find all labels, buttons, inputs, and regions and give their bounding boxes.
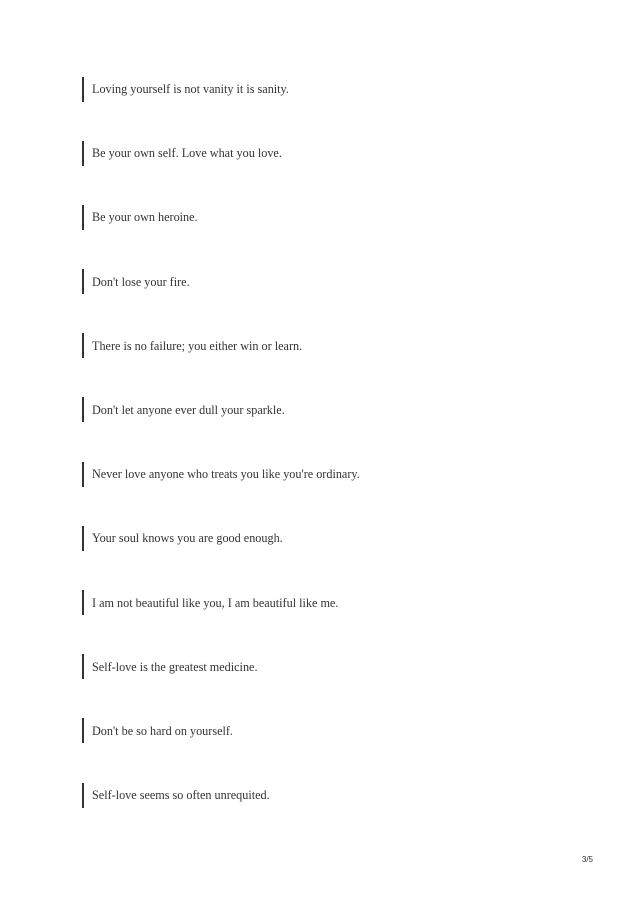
quote-item (82, 204, 360, 230)
quote-text: Loving yourself is not vanity it is sanity. (92, 82, 289, 96)
page-number: 3/5 (581, 855, 593, 864)
quote-text: Be your own heroine. (92, 210, 198, 225)
quote-text: There is no failure; you either win or learn. (92, 338, 303, 353)
quote-bar (82, 654, 84, 679)
quote-item (82, 76, 360, 102)
quote-item (82, 269, 360, 295)
quote-item (82, 333, 360, 359)
quote-text: Never love anyone who treats you like you're ordinary. (92, 467, 360, 482)
quote-item (82, 718, 360, 744)
quote-bar (82, 333, 84, 358)
quote-bar (82, 590, 84, 615)
quote-item (82, 782, 360, 808)
quote-item (82, 590, 360, 616)
quote-bar (82, 718, 84, 743)
quote-text: Your soul knows you are good enough. (92, 531, 283, 546)
quote-bar (82, 141, 84, 166)
quote-item (82, 140, 360, 166)
quote-bar (82, 77, 84, 102)
quote-bar (82, 526, 84, 551)
quote-text: Don't lose your fire. (92, 274, 190, 289)
quote-text: Don't let anyone ever dull your sparkle. (92, 402, 285, 417)
quote-bar (82, 205, 84, 230)
quote-bar (82, 269, 84, 294)
quote-text: Self-love seems so often unrequited. (92, 788, 270, 803)
quote-text: Self-love is the greatest medicine. (92, 659, 258, 674)
quote-item (82, 654, 360, 680)
quote-bar (82, 783, 84, 808)
quote-list (82, 76, 360, 846)
quote-item (82, 461, 360, 487)
quote-text: I am not beautiful like you, I am beautiful like me. (92, 595, 339, 610)
quote-text: Don't be so hard on yourself. (92, 723, 233, 738)
quote-bar (82, 462, 84, 487)
quote-item (82, 525, 360, 551)
quote-item (82, 397, 360, 423)
quote-bar (82, 397, 84, 422)
quote-text: Be your own self. Love what you love. (92, 146, 282, 161)
